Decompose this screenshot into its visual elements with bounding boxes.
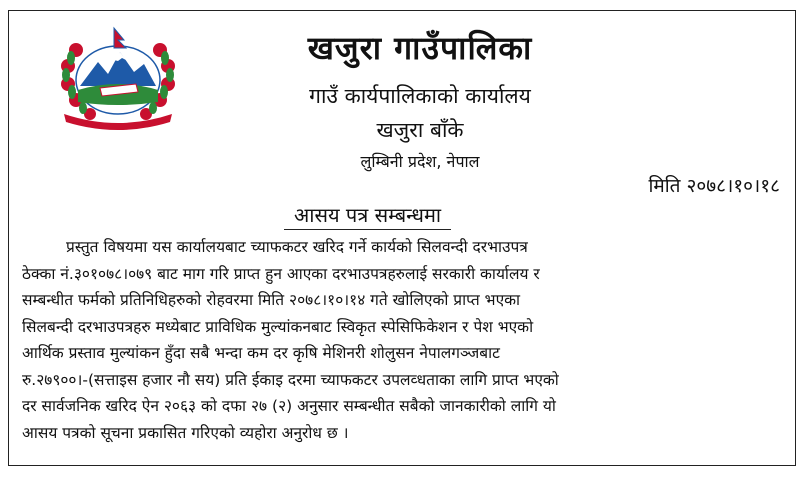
notice-date: मिति २०७८।१०।१८ xyxy=(648,175,780,197)
body-line: सम्बन्धीत फर्मको प्रतिनिधिहरुको रोहवरमा मिति २०७८।१०।१४ गते खोलिएको प्राप्त भएका xyxy=(22,291,521,309)
body-line: रु.२७९००।-(सत्ताइस हजार नौ सय) प्रति ईकाइ दरमा च्याफकटर उपलव्धताका लागि प्राप्त भएको xyxy=(22,370,559,389)
body-line: आसय पत्रको सूचना प्रकासित गरिएको व्यहोरा अनुरोध छ । xyxy=(22,423,349,442)
notice-body xyxy=(22,234,788,446)
office-location: खजुरा बाँके xyxy=(376,118,464,142)
office-name: गाउँ कार्यपालिकाको कार्यालय xyxy=(309,84,531,108)
body-line: सिलबन्दी दरभाउपत्रहरु मध्येबाट प्राविधिक मुल्यांकनबाट स्विकृत स्पेसिफिकेशन र पेश भएको xyxy=(22,317,534,336)
body-line: आर्थिक प्रस्ताव मुल्यांकन हुँदा सबै भन्दा कम दर कृषि मेशिनरी शोलुसन नेपालगञ्जबाट xyxy=(22,344,500,362)
notice-subject: आसय पत्र सम्बन्धमा xyxy=(284,201,451,230)
province-country: लुम्बिनी प्रदेश, नेपाल xyxy=(360,152,480,171)
org-name: खजुरा गाउँपालिका xyxy=(307,29,533,67)
body-line: ठेक्का नं.३०१०७८।०७९ बाट माग गरि प्राप्त हुन आएका दरभाउपत्रहरुलाई सरकारी कार्यालय र xyxy=(22,264,540,283)
body-line: प्रस्तुत विषयमा यस कार्यालयबाट च्याफकटर खरिद गर्ने कार्यको सिलवन्दी दरभाउपत्र xyxy=(66,238,528,256)
nepal-emblem-icon xyxy=(54,22,182,132)
body-line: दर सार्वजनिक खरिद ऐन २०६३ को दफा २७ (२) अनुसार सम्बन्धीत सबैको जानकारीको लागि यो xyxy=(22,397,556,415)
